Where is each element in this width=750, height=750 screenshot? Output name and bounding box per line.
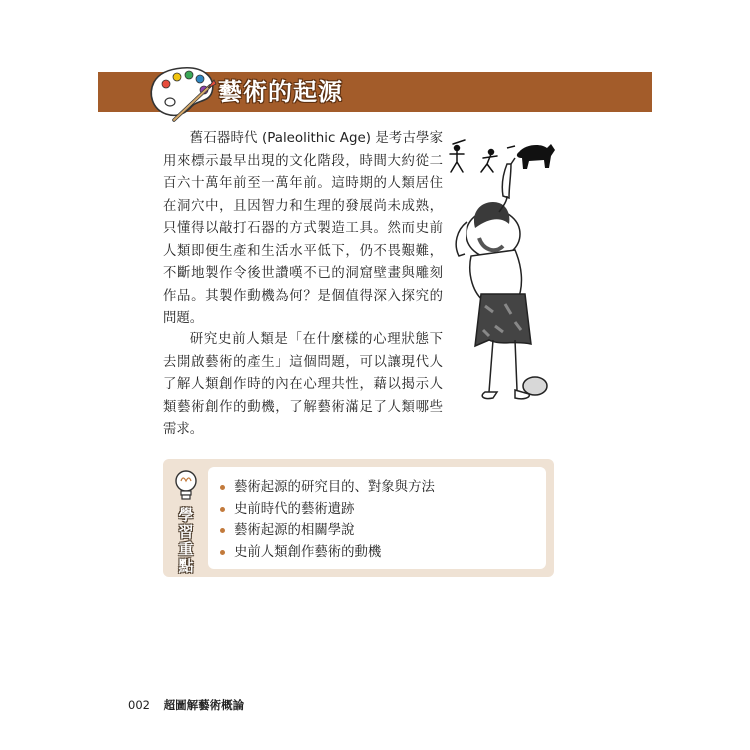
page-number: 002 [128,698,150,712]
key-point-item: 史前人類創作藝術的動機 [220,542,546,564]
lightbulb-icon [173,469,199,503]
key-points-box [163,459,554,577]
book-title: 超圖解藝術概論 [163,698,245,712]
research-paragraph [163,329,443,442]
key-point-item: 藝術起源的研究目的、對象與方法 [220,477,546,499]
palette-icon [146,64,218,124]
key-points-list [208,467,546,563]
section-title: 藝術的起源 [218,78,343,106]
key-points-label: 學習重點 [178,506,194,575]
paragraph-2: 研究史前人類是「在什麼樣的心理狀態下去開啟藝術的產生」這個問題，可以讓現代人了解人類創作時的內在心理共性，藉以揭示人類藝術創作的動機，了解藝術滿足了人類哪些需求。 [163,332,443,437]
page-footer [128,697,244,713]
key-point-item: 藝術起源的相關學說 [220,520,546,542]
key-point-item: 史前時代的藝術遺跡 [220,499,546,521]
paragraph-1: 舊石器時代 (Paleolithic Age) 是考古學家用來標示最早出現的文化階段，時間大約從二百六十萬年前至一萬年前。這時期的人類居住在洞穴中，且因智力和生理的發展尚未成熟，只懂得以敲打石器的方式製造工具。然而史前人類即便生產和生活水平低下，仍不畏艱難，不斷地製作令後世讚嘆不已的洞窟壁畫與雕刻作品。其製作動機為何？是個值得深入探究的問題。 [163,131,443,326]
key-points-panel [208,467,546,569]
intro-paragraph [163,128,443,331]
caveman-illustration [445,134,570,404]
